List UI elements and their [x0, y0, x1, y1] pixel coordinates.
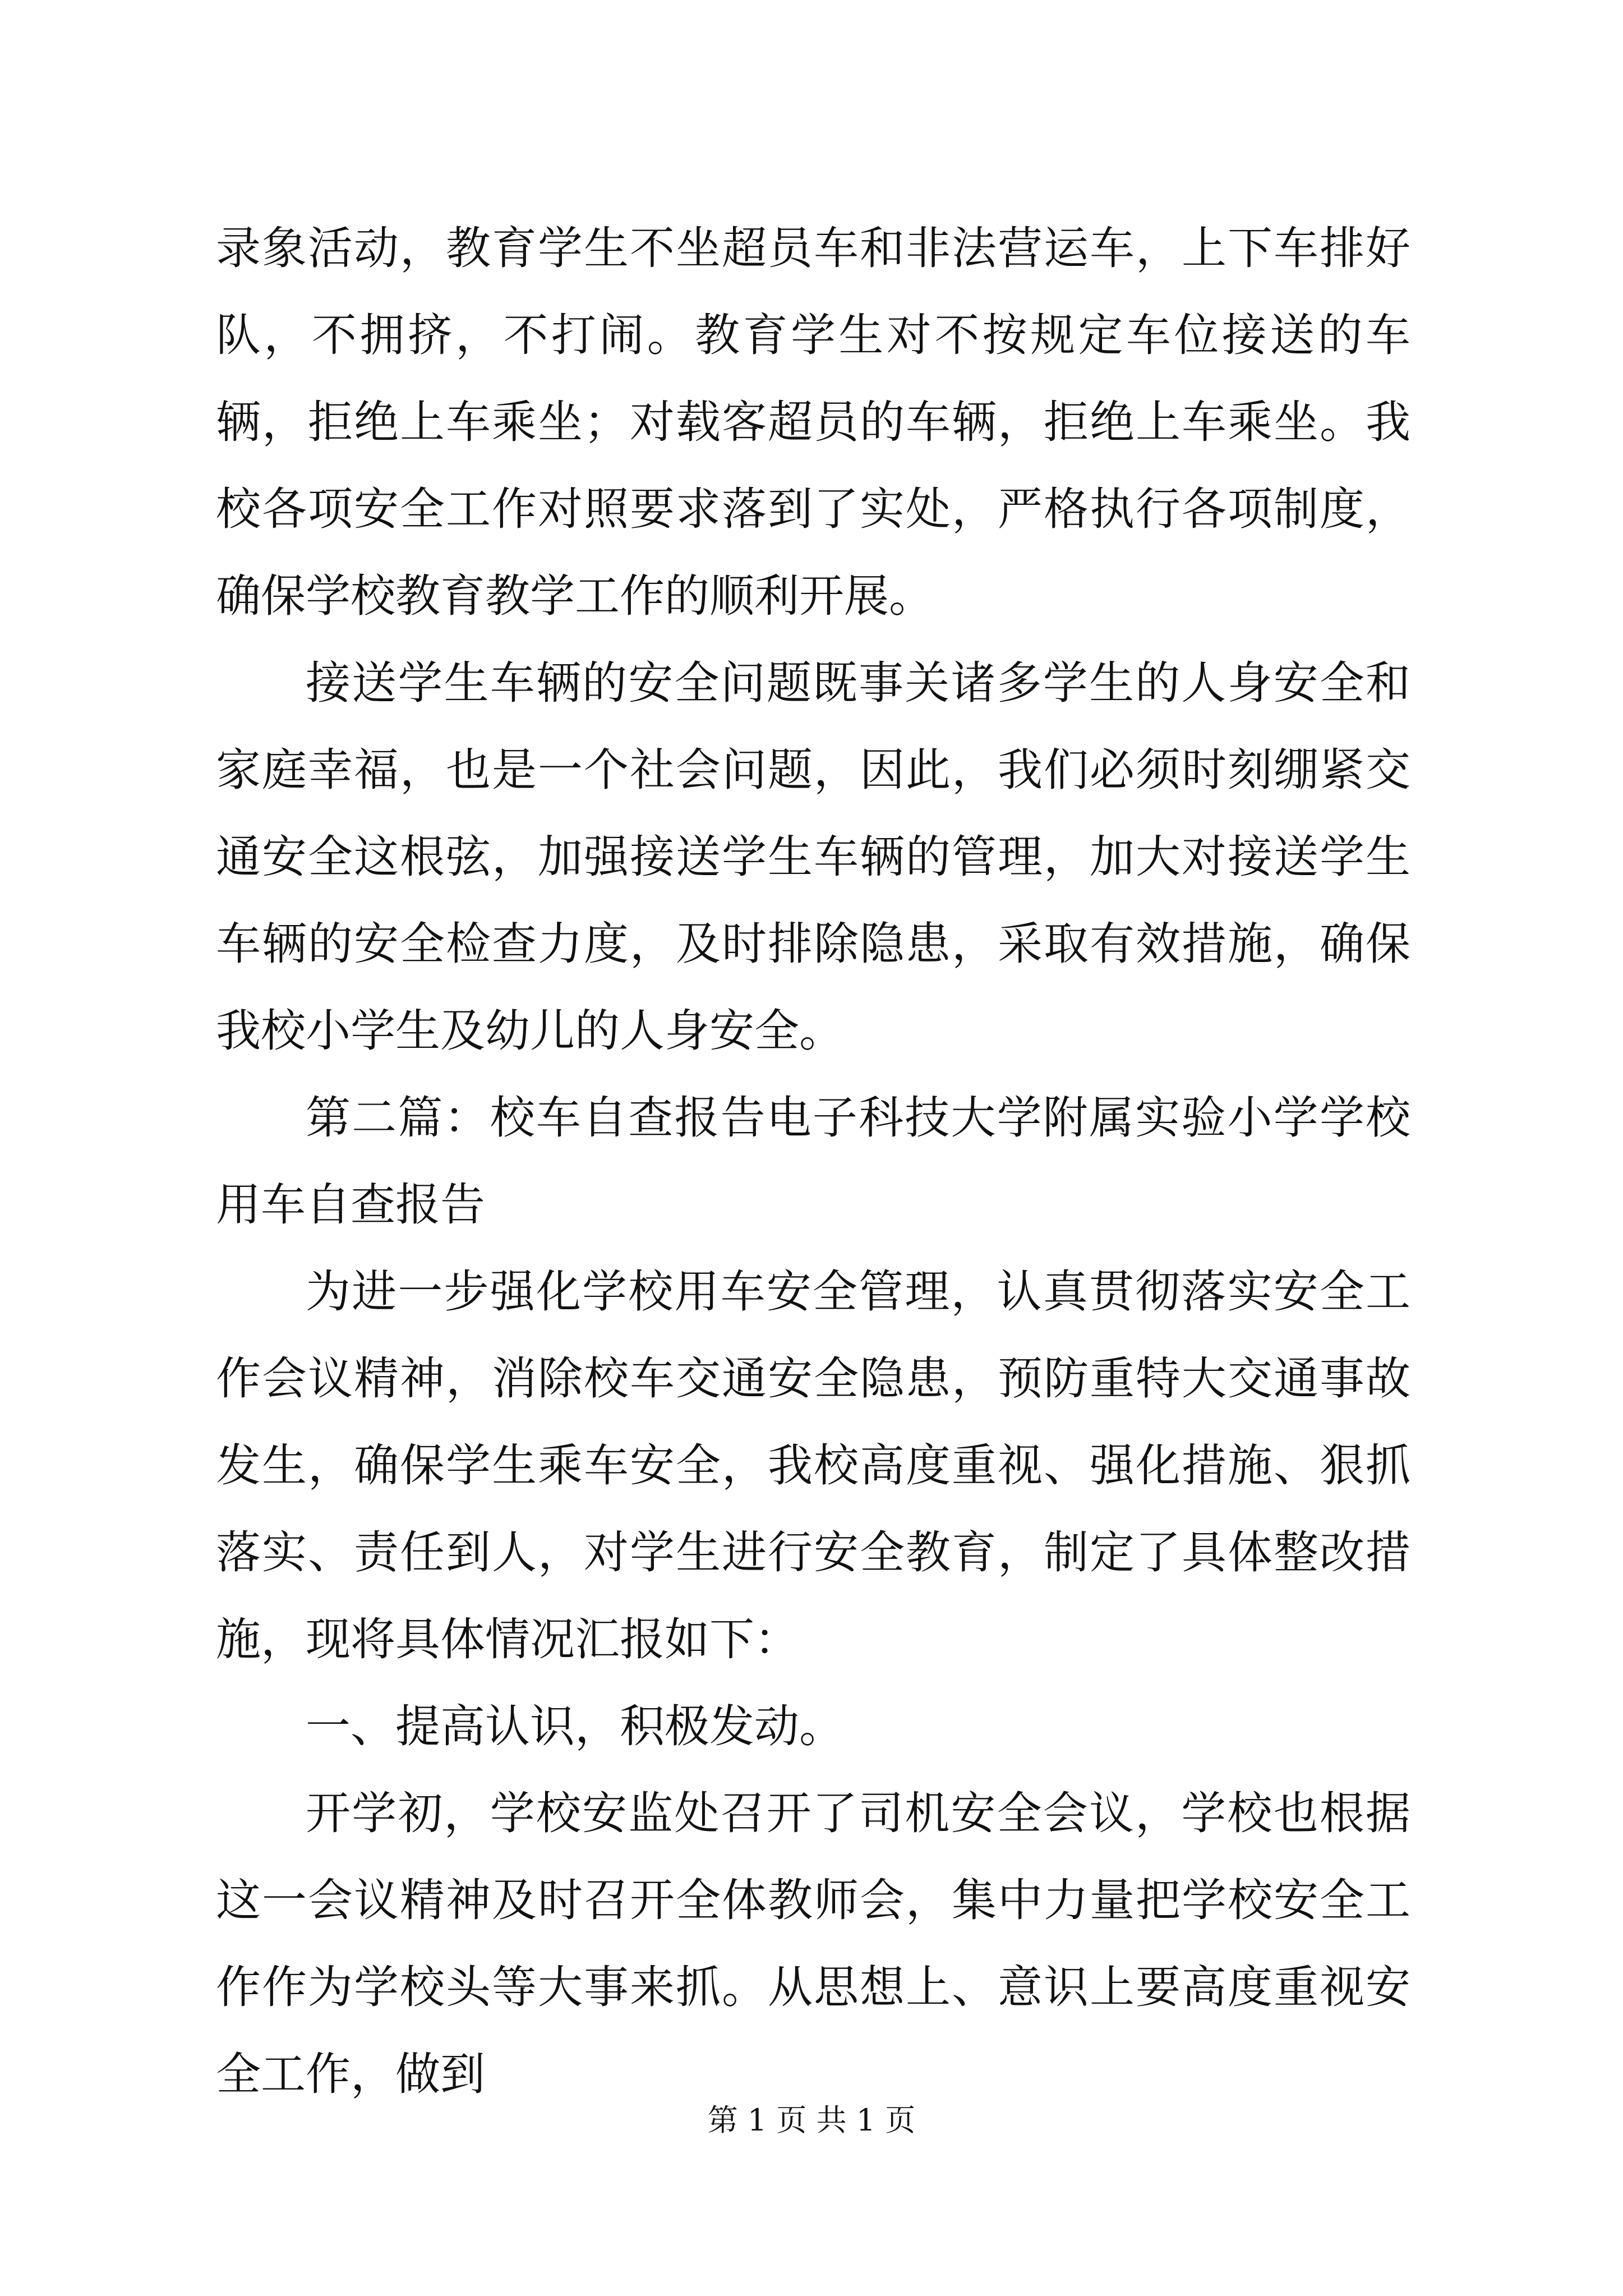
section-heading-part-two: 第二篇：校车自查报告电子科技大学附属实验小学学校用车自查报告 [216, 1092, 1410, 1231]
document-body [216, 205, 1410, 2118]
paragraph-semester-start: 开学初，学校安监处召开了司机安全会议，学校也根据这一会议精神及时召开全体教师会，集中力量把学校安全工作作为学校头等大事来抓。从思想上、意识上要高度重视安全工作，做到 [216, 1787, 1410, 2100]
paragraph-introduction: 为进一步强化学校用车安全管理，认真贯彻落实安全工作会议精神，消除校车交通安全隐患，预防重特大交通事故发生，确保学生乘车安全，我校高度重视、强化措施、狠抓落实、责任到人，对学生进行安全教育，制定了具体整改措施，现将具体情况汇报如下： [216, 1266, 1410, 1665]
page-footer: 第 1 页 共 1 页 [707, 2102, 916, 2138]
subheading-one: 一、提高认识，积极发动。 [306, 1700, 844, 1752]
paragraph-shuttle-safety: 接送学生车辆的安全问题既事关诸多学生的人身安全和家庭幸福，也是一个社会问题，因此，我们必须时刻绷紧交通安全这根弦，加强接送学生车辆的管理，加大对接送学生车辆的安全检查力度，及时排除隐患，采取有效措施，确保我校小学生及幼儿的人身安全。 [216, 657, 1410, 1057]
paragraph-continuation: 录象活动，教育学生不坐超员车和非法营运车，上下车排好队，不拥挤，不打闹。教育学生对不按规定车位接送的车辆，拒绝上车乘坐；对载客超员的车辆，拒绝上车乘坐。我校各项安全工作对照要求落到了实处，严格执行各项制度，确保学校教育教学工作的顺利开展。 [216, 222, 1410, 622]
